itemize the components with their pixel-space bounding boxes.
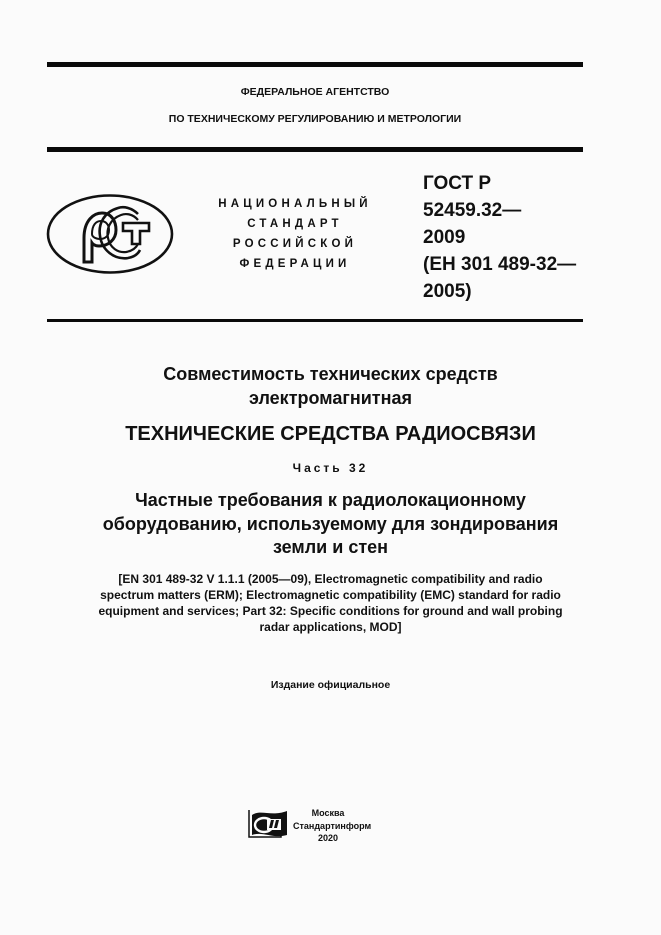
national-standard-line-1: НАЦИОНАЛЬНЫЙ: [218, 198, 372, 210]
header-bottom-rule: [47, 147, 583, 152]
en-reference-line-2: spectrum matters (ERM); Electromagnetic compatibility (EMC) standard for radio: [100, 588, 561, 602]
publisher-year: 2020: [317, 833, 339, 843]
agency-line-2: ПО ТЕХНИЧЕСКОМУ РЕГУЛИРОВАНИЮ И МЕТРОЛОГИИ: [168, 113, 462, 125]
designation-line-5: 2005): [423, 281, 472, 302]
designation-line-4: (ЕН 301 489-32—: [423, 254, 577, 275]
standard-block-rule: [47, 319, 583, 322]
part-label: Часть 32: [292, 461, 369, 475]
standard-designation: [423, 170, 576, 305]
designation-line-3: 2009: [423, 227, 466, 248]
national-standard-line-4: ФЕДЕРАЦИИ: [239, 258, 351, 270]
subtitle-line-2: оборудованию, используемому для зондирования: [102, 513, 559, 534]
en-reference-line-3: equipment and services; Part 32: Specific conditions for ground and wall probing: [98, 604, 563, 618]
publisher-name: Стандартинформ: [293, 820, 372, 831]
designation-line-2: 52459.32—: [423, 200, 522, 221]
national-standard-line-2: СТАНДАРТ: [247, 218, 343, 230]
agency-line-1: ФЕДЕРАЛЬНОЕ АГЕНТСТВО: [240, 86, 390, 98]
publisher-city: Москва: [311, 808, 345, 818]
standartinform-logo-icon: [247, 807, 289, 839]
main-title: ТЕХНИЧЕСКИЕ СРЕДСТВА РАДИОСВЯЗИ: [125, 423, 536, 445]
en-reference-line-1: [EN 301 489-32 V 1.1.1 (2005—09), Electromagnetic compatibility and radio: [118, 572, 543, 586]
top-rule: [47, 62, 583, 67]
en-reference: [60, 571, 601, 635]
subtitle-line-3: земли и стен: [272, 537, 389, 557]
edition-label: Издание официальное: [270, 679, 391, 691]
gost-r-logo-icon: [46, 194, 176, 276]
publisher-info: [293, 807, 372, 845]
subtitle: [40, 489, 621, 560]
title-line-2: электромагнитная: [248, 388, 412, 408]
national-standard-label: [200, 194, 390, 274]
designation-line-1: ГОСТ Р: [423, 173, 492, 194]
subtitle-line-1: Частные требования к радиолокационному: [135, 490, 526, 510]
national-standard-line-3: РОССИЙСКОЙ: [232, 238, 358, 250]
title-line-1: Совместимость технических средств: [163, 364, 498, 384]
en-reference-line-4: radar applications, MOD]: [259, 620, 402, 634]
